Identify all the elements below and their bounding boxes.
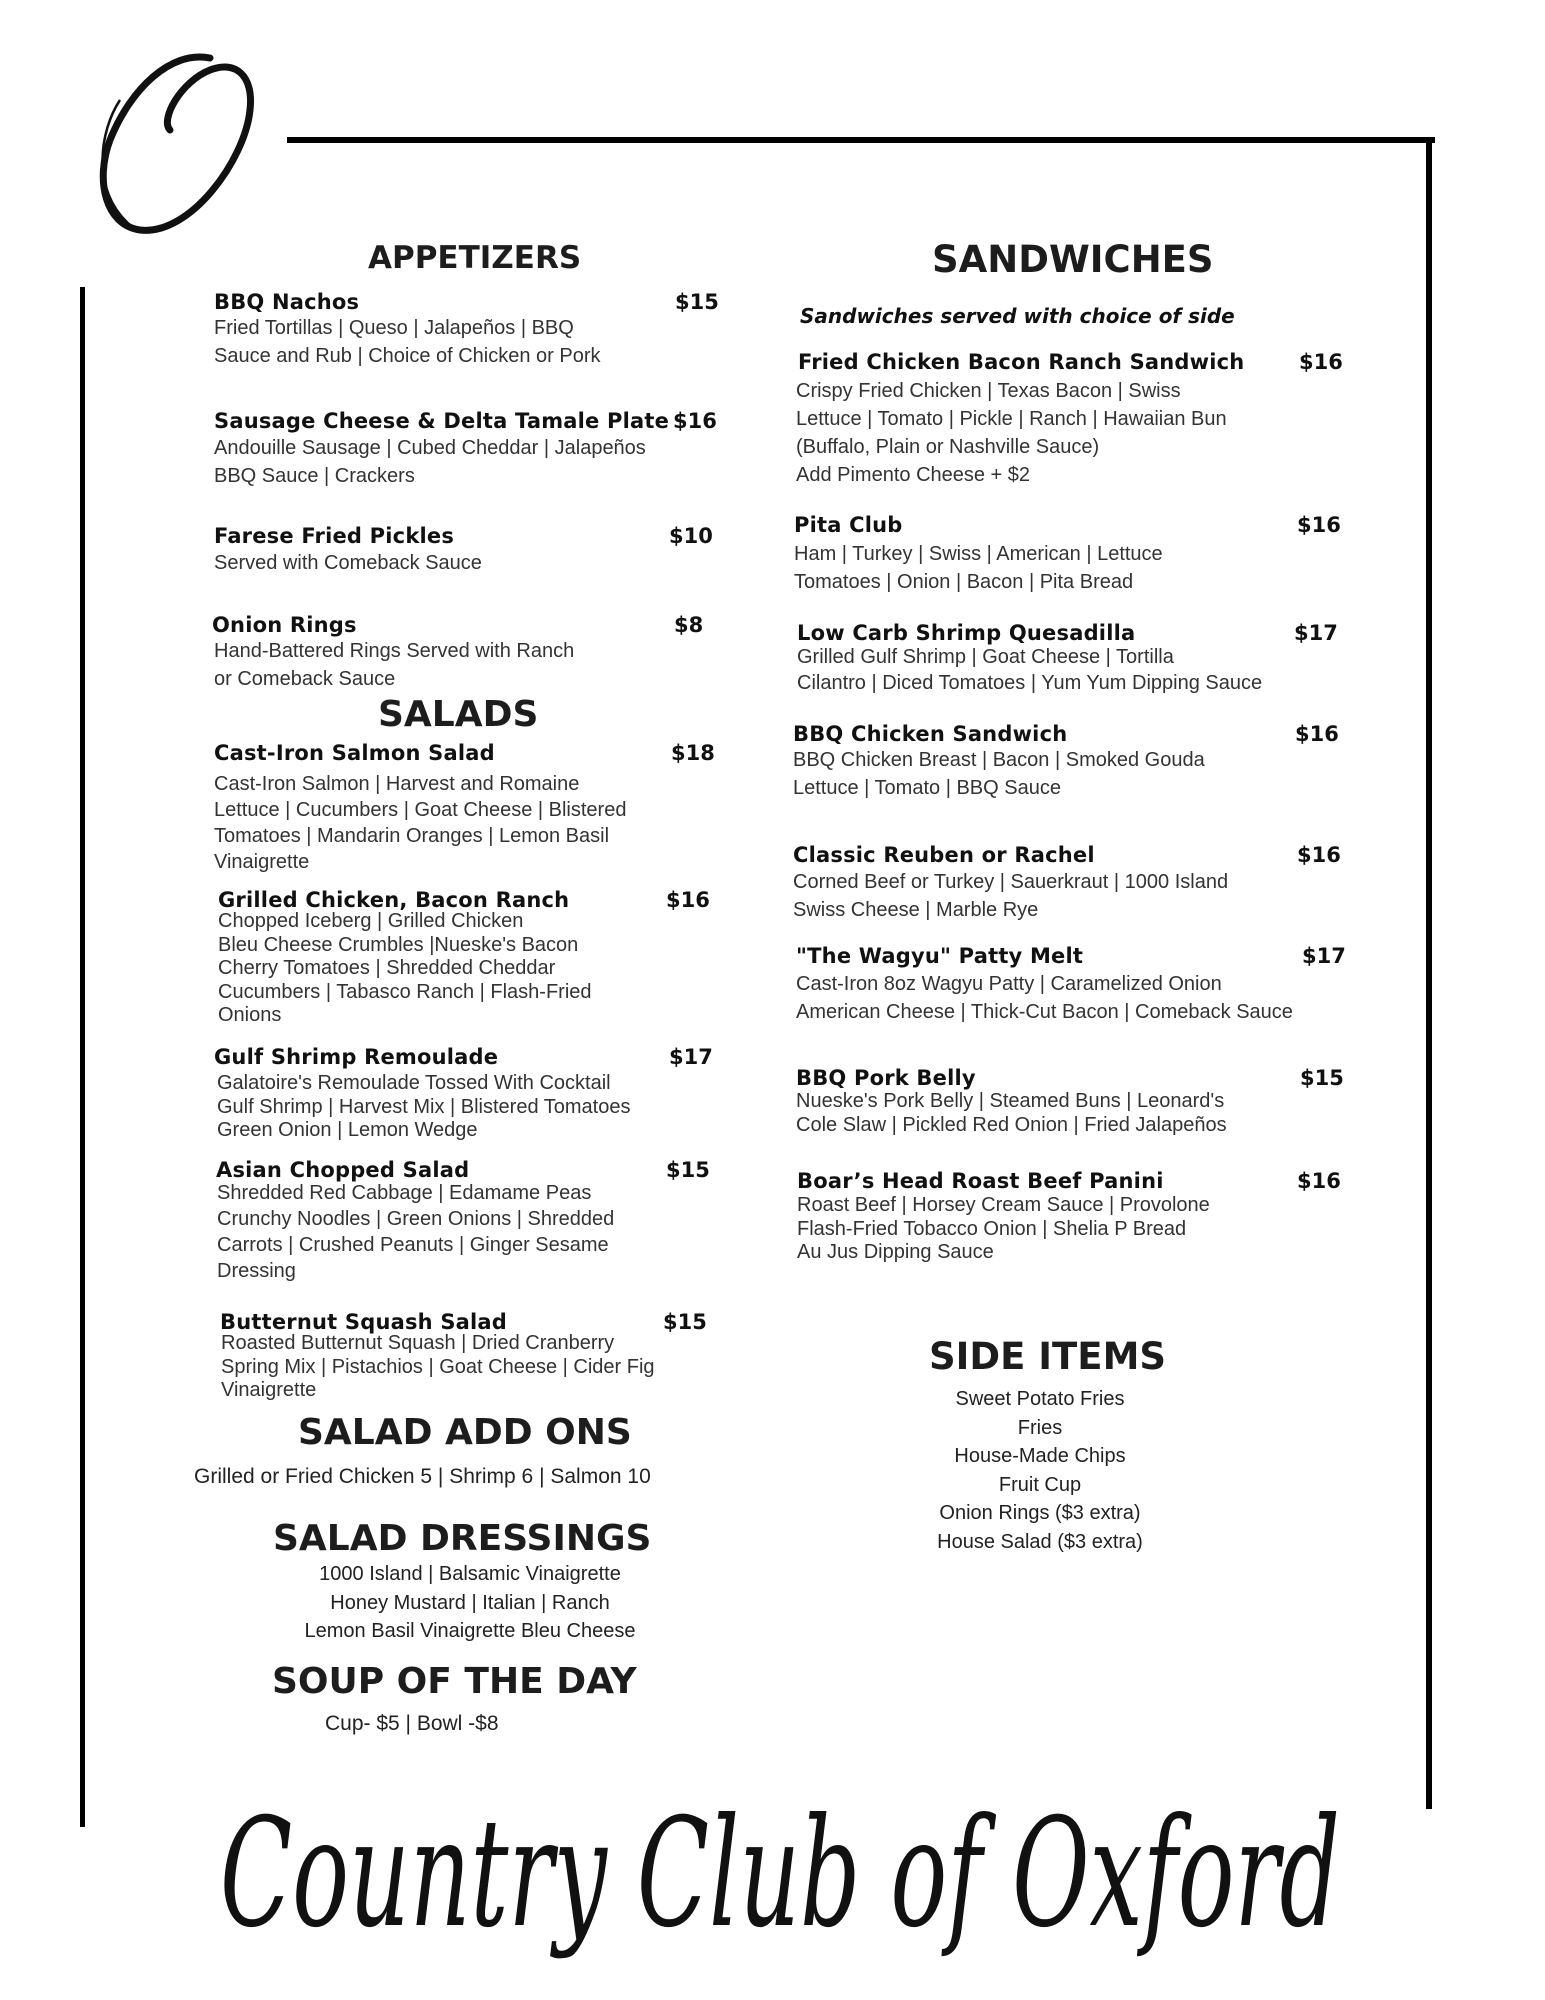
item-description: Nueske's Pork Belly | Steamed Buns | Leonard's Cole Slaw | Pickled Red Onion | Fried Jalapeños	[796, 1090, 1227, 1136]
salad-dressings-list	[260, 1560, 680, 1646]
logo-o-icon	[60, 40, 270, 250]
list-item: House-Made Chips	[954, 1445, 1126, 1468]
item-price: $16	[1297, 1169, 1341, 1193]
side-items-list	[870, 1385, 1210, 1557]
list-item: Onion Rings ($3 extra)	[939, 1502, 1141, 1525]
list-item: Fries	[1017, 1416, 1063, 1439]
salads-title: SALADS	[378, 694, 539, 735]
logo-letter: O	[60, 40, 61, 41]
list-item: Honey Mustard | Italian | Ranch	[330, 1591, 610, 1614]
item-price: $16	[1297, 513, 1341, 537]
item-price: $16	[1295, 722, 1339, 746]
soup-title: SOUP OF THE DAY	[272, 1661, 637, 1702]
item-description: Andouille Sausage | Cubed Cheddar | Jalapeños BBQ Sauce | Crackers	[214, 437, 646, 487]
footer-title-text: Country Club of Oxford	[220, 1787, 1340, 1961]
item-description: Cast-Iron 8oz Wagyu Patty | Caramelized Onion American Cheese | Thick-Cut Bacon | Comeback Sauce	[796, 973, 1293, 1023]
item-price: $17	[669, 1045, 713, 1069]
list-item: Fruit Cup	[998, 1473, 1082, 1496]
item-description: Shredded Red Cabbage | Edamame Peas Crunchy Noodles | Green Onions | Shredded Carrots | Crushed Peanuts | Ginger Sesame Dressing	[217, 1182, 615, 1282]
item-name: Sausage Cheese & Delta Tamale Plate	[214, 409, 670, 433]
item-description: Roast Beef | Horsey Cream Sauce | Provolone Flash-Fried Tobacco Onion | Shelia P Bread Au Jus Dipping Sauce	[797, 1194, 1210, 1263]
item-price: $15	[1300, 1066, 1344, 1090]
item-name: "The Wagyu" Patty Melt	[796, 944, 1084, 968]
item-name: BBQ Chicken Sandwich	[793, 722, 1068, 746]
salad-dressings-title: SALAD DRESSINGS	[273, 1518, 652, 1559]
item-name: Fried Chicken Bacon Ranch Sandwich	[798, 350, 1245, 374]
item-price: $8	[674, 613, 704, 637]
item-price: $16	[666, 888, 710, 912]
right-rule	[1426, 137, 1432, 1809]
item-name: Gulf Shrimp Remoulade	[214, 1045, 499, 1069]
sandwiches-title: SANDWICHES	[932, 238, 1214, 281]
item-description: Chopped Iceberg | Grilled Chicken Bleu Cheese Crumbles |Nueske's Bacon Cherry Tomatoes | Shredded Cheddar Cucumbers | Tabasco Ranch | Flash-Fried Onions	[218, 910, 592, 1026]
footer-script-title	[200, 1755, 1360, 1995]
salad-add-ons-text: Grilled or Fried Chicken 5 | Shrimp 6 | Salmon 10	[194, 1465, 651, 1488]
item-name: Cast-Iron Salmon Salad	[214, 741, 495, 765]
soup-text: Cup- $5 | Bowl -$8	[325, 1712, 499, 1735]
item-description: Roasted Butternut Squash | Dried Cranberry Spring Mix | Pistachios | Goat Cheese | Cider Fig Vinaigrette	[221, 1332, 655, 1401]
sandwiches-note: Sandwiches served with choice of side	[800, 304, 1235, 328]
item-price: $17	[1302, 944, 1346, 968]
list-item: 1000 Island | Balsamic Vinaigrette	[319, 1563, 621, 1585]
item-description: Crispy Fried Chicken | Texas Bacon | Swiss Lettuce | Tomato | Pickle | Ranch | Hawaiian Bun (Buffalo, Plain or Nashville Sauce) Add Pimento Cheese + $2	[796, 380, 1227, 486]
item-name: Pita Club	[794, 513, 903, 537]
item-price: $16	[1297, 843, 1341, 867]
item-description: BBQ Chicken Breast | Bacon | Smoked Gouda Lettuce | Tomato | BBQ Sauce	[793, 749, 1205, 799]
item-description: Ham | Turkey | Swiss | American | Lettuce Tomatoes | Onion | Bacon | Pita Bread	[794, 543, 1163, 593]
item-description: Galatoire's Remoulade Tossed With Cocktail Gulf Shrimp | Harvest Mix | Blistered Tomatoes Green Onion | Lemon Wedge	[217, 1072, 631, 1141]
item-price: $10	[669, 524, 713, 548]
item-price: $15	[675, 290, 719, 314]
item-price: $16	[1299, 350, 1343, 374]
salad-add-ons-title: SALAD ADD ONS	[298, 1412, 632, 1453]
list-item: Sweet Potato Fries	[955, 1388, 1125, 1410]
item-price: $17	[1294, 621, 1338, 645]
item-description: Hand-Battered Rings Served with Ranch or Comeback Sauce	[214, 640, 575, 690]
item-price: $15	[663, 1310, 707, 1334]
list-item: House Salad ($3 extra)	[937, 1530, 1143, 1553]
item-description: Grilled Gulf Shrimp | Goat Cheese | Tortilla Cilantro | Diced Tomatoes | Yum Yum Dipping Sauce	[797, 646, 1263, 694]
item-name: Low Carb Shrimp Quesadilla	[797, 621, 1136, 645]
item-price: $15	[666, 1158, 710, 1182]
item-name: Grilled Chicken, Bacon Ranch	[218, 888, 570, 912]
item-price: $16	[673, 409, 717, 433]
item-name: BBQ Pork Belly	[796, 1066, 976, 1090]
item-price: $18	[671, 741, 715, 765]
item-description: Fried Tortillas | Queso | Jalapeños | BBQ Sauce and Rub | Choice of Chicken or Pork	[214, 317, 601, 367]
item-name: Butternut Squash Salad	[220, 1310, 508, 1334]
top-rule	[287, 137, 1435, 143]
item-description: Corned Beef or Turkey | Sauerkraut | 1000 Island Swiss Cheese | Marble Rye	[793, 871, 1229, 921]
side-items-title: SIDE ITEMS	[929, 1335, 1167, 1378]
item-name: BBQ Nachos	[214, 290, 360, 314]
item-name: Farese Fried Pickles	[214, 524, 455, 548]
item-description: Cast-Iron Salmon | Harvest and Romaine Lettuce | Cucumbers | Goat Cheese | Blistered Tomatoes | Mandarin Oranges | Lemon Basil Vinaigrette	[214, 773, 627, 873]
item-name: Onion Rings	[212, 613, 357, 637]
item-name: Boar’s Head Roast Beef Panini	[797, 1169, 1164, 1193]
appetizers-title: APPETIZERS	[368, 240, 582, 276]
item-name: Classic Reuben or Rachel	[793, 843, 1095, 867]
list-item: Lemon Basil Vinaigrette Bleu Cheese	[304, 1620, 636, 1643]
item-description: Served with Comeback Sauce	[214, 552, 482, 574]
item-name: Asian Chopped Salad	[216, 1158, 470, 1182]
left-rule	[80, 287, 85, 1827]
